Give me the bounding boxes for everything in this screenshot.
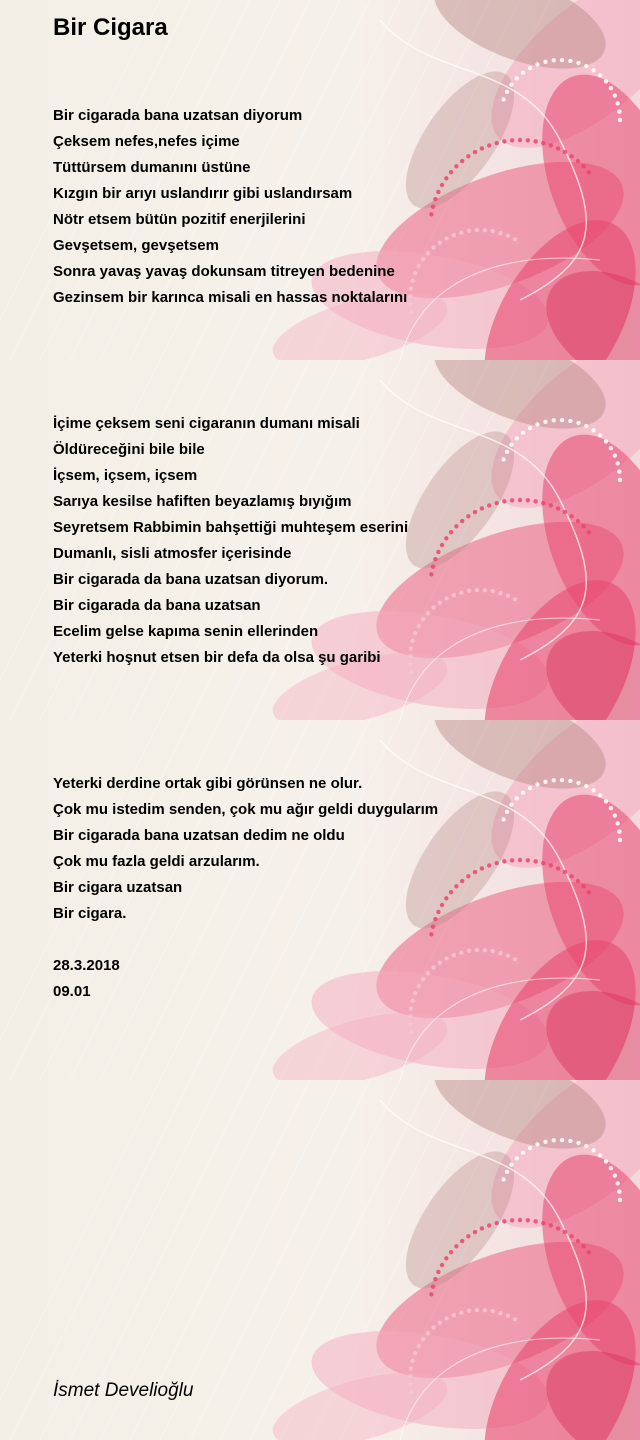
poem-line: Yeterki derdine ortak gibi görünsen ne olur. [53,775,363,792]
poem-time: 09.01 [53,983,91,1000]
poem-line: Tüttürsem dumanını üstüne [53,159,251,176]
poem-line: Çeksem nefes,nefes içime [53,133,240,150]
poem-line: Sarıya kesilse hafiften beyazlamış bıyığım [53,493,352,510]
poem-line: Bir cigarada da bana uzatsan [53,597,261,614]
poem-line: Dumanlı, sisli atmosfer içerisinde [53,545,292,562]
poem-line: Gevşetsem, gevşetsem [53,237,219,254]
poem-line: Çok mu istedim senden, çok mu ağır geldi duygularım [53,801,439,818]
poem-title: Bir Cigara [53,14,168,41]
poem-line: Bir cigara. [53,905,127,922]
poem-line: Seyretsem Rabbimin bahşettiği muhteşem eserini [53,519,409,536]
poem-line: İçsem, içsem, içsem [53,467,198,484]
poem-line: Bir cigarada bana uzatsan diyorum [53,107,303,124]
poem-line: Bir cigara uzatsan [53,879,183,896]
poem-author: İsmet Develioğlu [53,1380,194,1401]
poem-line: Kızgın bir arıyı uslandırır gibi uslandırsam [53,185,353,202]
stanza-3 [53,771,438,1005]
poem-line: İçime çeksem seni cigaranın dumanı misali [53,415,360,432]
poem-line: Nötr etsem bütün pozitif enerjilerini [53,211,306,228]
poem-line: Ecelim gelse kapıma senin ellerinden [53,623,319,640]
stanza-1 [53,103,407,311]
poem-line: Öldüreceğini bile bile [53,441,205,458]
poem-line: Sonra yavaş yavaş dokunsam titreyen bedenine [53,263,395,280]
poem-line: Bir cigarada bana uzatsan dedim ne oldu [53,827,345,844]
blank-line [53,927,438,953]
stanza-2 [53,411,408,671]
poem-date: 28.3.2018 [53,957,120,974]
poem-line: Yeterki hoşnut etsen bir defa da olsa şu garibi [53,649,381,666]
poem-line: Çok mu fazla geldi arzularım. [53,853,260,870]
poem-line: Bir cigarada da bana uzatsan diyorum. [53,571,329,588]
poem-line: Gezinsem bir karınca misali en hassas noktalarını [53,289,408,306]
